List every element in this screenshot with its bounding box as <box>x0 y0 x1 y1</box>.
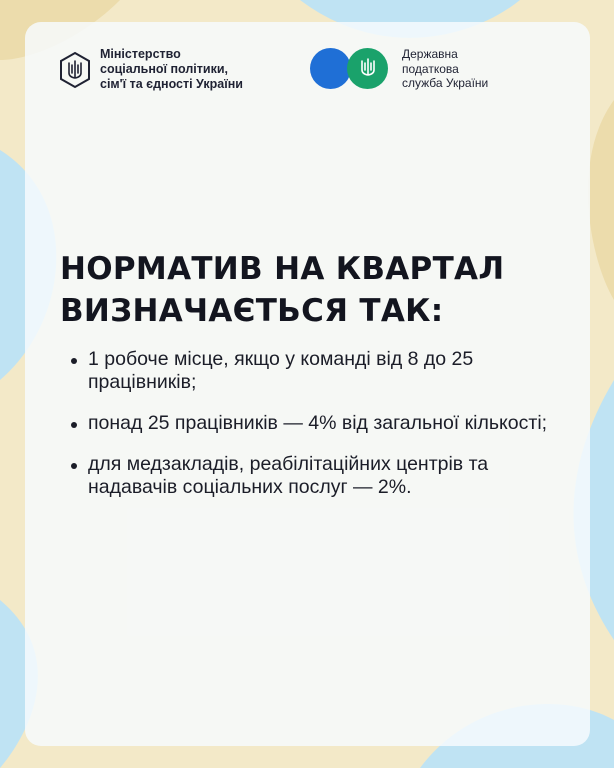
bullet-icon <box>71 422 77 428</box>
tax-service-logo <box>310 47 488 91</box>
list-item-text: понад 25 працівників — 4% від загальної кількості; <box>88 412 548 434</box>
trident-emblem-icon <box>359 57 377 79</box>
header-logos <box>58 47 568 97</box>
ministry-logo <box>58 47 243 92</box>
bullet-icon <box>71 463 77 469</box>
ministry-name: Міністерство соціальної політики, сім'ї та єдності України <box>100 47 243 91</box>
list-item <box>61 412 561 435</box>
logo-green-circle <box>347 48 388 89</box>
list-item <box>61 453 561 499</box>
page-title: НОРМАТИВ НА КВАРТАЛ ВИЗНАЧАЄТЬСЯ ТАК: <box>60 251 505 329</box>
list-item-text: 1 робоче місце, якщо у команді від 8 до 25 працівників; <box>88 348 474 393</box>
content-card <box>25 22 590 746</box>
bullet-icon <box>71 358 77 364</box>
trident-emblem-icon <box>58 51 92 89</box>
list-item-text: для медзакладів, реабілітаційних центрів та надавачів соціальних послуг — 2%. <box>88 453 489 498</box>
bullet-list <box>61 348 561 517</box>
logo-blue-circle <box>310 48 351 89</box>
list-item <box>61 348 561 394</box>
tax-service-logo-icon <box>310 48 390 90</box>
tax-service-name: Державна податкова служба України <box>402 47 489 90</box>
